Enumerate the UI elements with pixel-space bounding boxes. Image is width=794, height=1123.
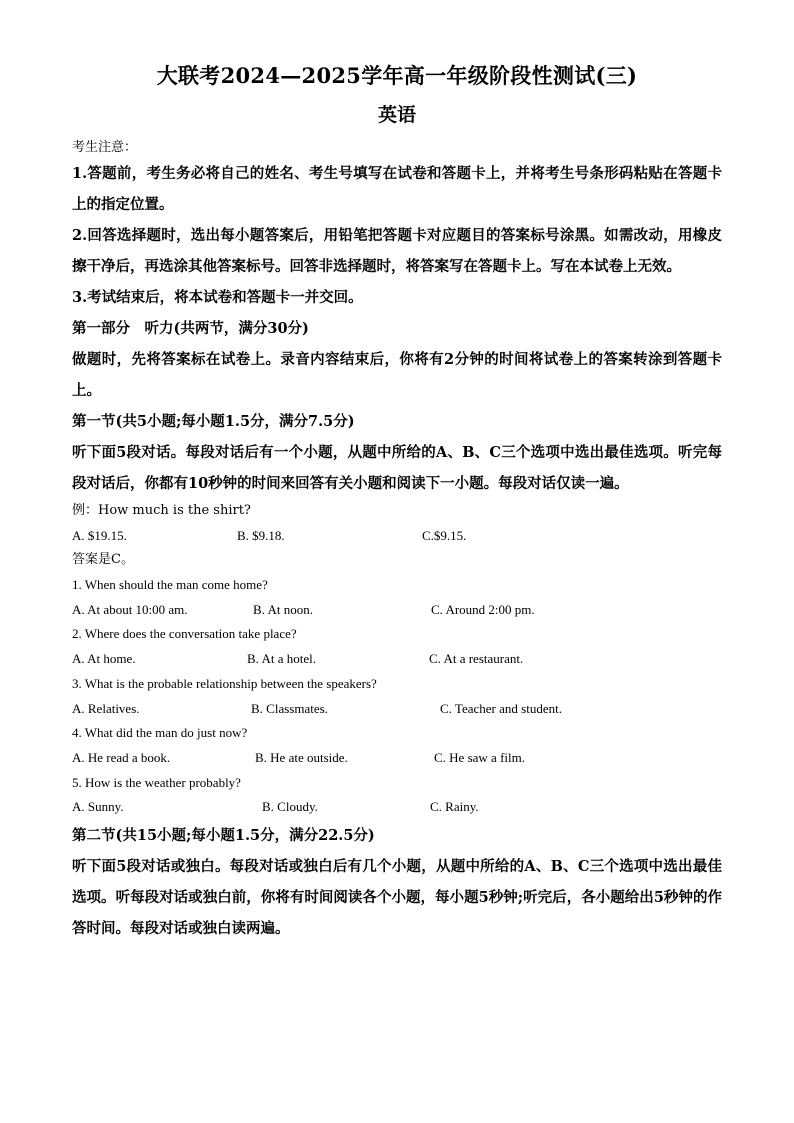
section1-heading: 第一节(共5小题;每小题1.5分，满分7.5分) bbox=[72, 413, 355, 430]
option-a: A. $19.15. bbox=[72, 527, 127, 543]
notes-heading: 考生注意： bbox=[72, 140, 138, 155]
option-a: A. At home. bbox=[72, 651, 136, 667]
note-item: 1.答题前，考生务必将自己的姓名、考生号填写在试卷和答题卡上，并将考生号条形码粘贴在答题卡上的指定位置。 bbox=[72, 165, 722, 213]
option-c: C. Rainy. bbox=[430, 799, 479, 815]
option-b: B. $9.18. bbox=[237, 527, 285, 543]
option-b: B. Classmates. bbox=[251, 700, 328, 716]
part1-instruction: 做题时，先将答案标在试卷上。录音内容结束后，你将有2分钟的时间将试卷上的答案转涂到答题卡上。 bbox=[72, 351, 722, 399]
subject-title: 英语 bbox=[377, 104, 416, 126]
question-5: 5. How is the weather probably? bbox=[72, 774, 241, 790]
question-3: 3. What is the probable relationship between the speakers? bbox=[72, 675, 377, 691]
question-2-options bbox=[72, 647, 722, 672]
question-1-options bbox=[72, 598, 722, 623]
option-c: C. He saw a film. bbox=[434, 749, 525, 765]
question-4-options bbox=[72, 746, 722, 771]
option-a: A. Sunny. bbox=[72, 799, 124, 815]
question-5-options bbox=[72, 795, 722, 820]
option-c: C. Teacher and student. bbox=[440, 700, 562, 716]
option-b: B. At noon. bbox=[253, 601, 313, 617]
example-answer: 答案是C。 bbox=[72, 552, 134, 568]
part1-heading: 第一部分 听力(共两节，满分30分) bbox=[72, 320, 309, 337]
option-a: A. At about 10:00 am. bbox=[72, 601, 188, 617]
option-c: C. Around 2:00 pm. bbox=[431, 601, 535, 617]
section1-instruction: 听下面5段对话。每段对话后有一个小题，从题中所给的A、B、C三个选项中选出最佳选项。听完每段对话后，你都有10秒钟的时间来回答有关小题和阅读下一小题。每段对话仅读一遍。 bbox=[72, 444, 722, 492]
example-question: 例：How much is the shirt? bbox=[72, 503, 251, 518]
note-item: 3.考试结束后，将本试卷和答题卡一并交回。 bbox=[72, 289, 363, 306]
option-a: A. Relatives. bbox=[72, 700, 140, 716]
option-c: C. At a restaurant. bbox=[429, 651, 524, 667]
option-b: B. At a hotel. bbox=[247, 651, 316, 667]
section2-heading: 第二节(共15小题;每小题1.5分，满分22.5分) bbox=[72, 827, 375, 845]
section2-instruction: 听下面5段对话或独白。每段对话或独白后有几个小题，从题中所给的A、B、C三个选项中选出最佳选项。听每段对话或独白前，你将有时间阅读各个小题，每小题5秒钟;听完后，各小题给出5秒钟的作答时间。每段对话或独白读两遍。 bbox=[72, 858, 722, 938]
option-c: C.$9.15. bbox=[422, 527, 467, 543]
question-1: 1. When should the man come home? bbox=[72, 577, 268, 593]
question-3-options bbox=[72, 697, 722, 722]
option-b: B. Cloudy. bbox=[262, 799, 318, 815]
exam-title: 大联考2024—2025学年高一年级阶段性测试(三) bbox=[156, 63, 638, 88]
question-4: 4. What did the man do just now? bbox=[72, 725, 248, 741]
note-item: 2.回答选择题时，选出每小题答案后，用铅笔把答题卡对应题目的答案标号涂黑。如需改动，用橡皮擦干净后，再选涂其他答案标号。回答非选择题时，将答案写在答题卡上。写在本试卷上无效。 bbox=[72, 227, 722, 275]
question-2: 2. Where does the conversation take place? bbox=[72, 626, 297, 642]
example-options bbox=[72, 524, 722, 549]
option-b: B. He ate outside. bbox=[255, 749, 348, 765]
option-a: A. He read a book. bbox=[72, 749, 171, 765]
exam-page bbox=[72, 62, 722, 944]
